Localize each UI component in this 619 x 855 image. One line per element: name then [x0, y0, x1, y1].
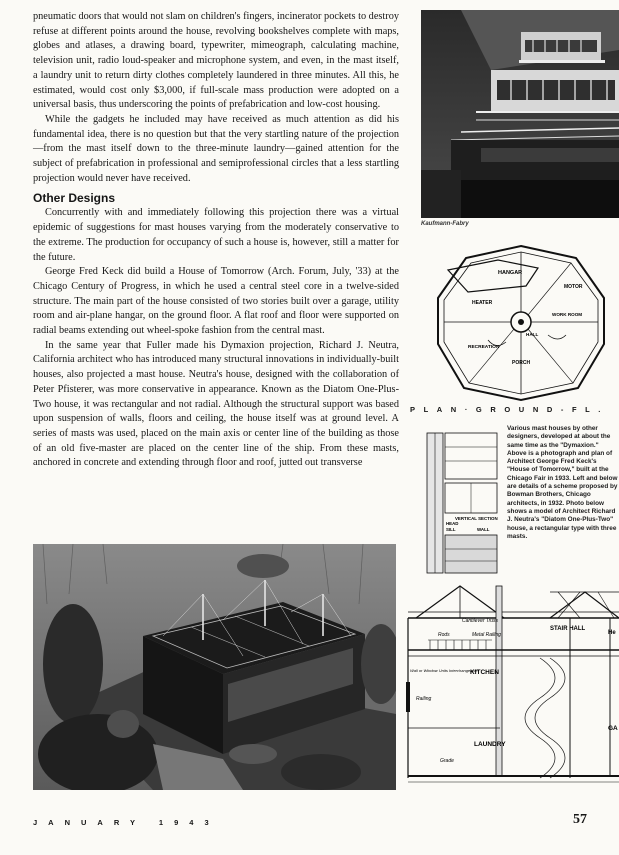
drawing-label-laundry: LAUNDRY: [474, 741, 506, 748]
plan-room-label: WORK ROOM: [552, 312, 583, 317]
plan-room-label: MOTOR: [564, 284, 583, 290]
article-paragraph: Concurrently with and immediately following this projection there was a virtual epidemic of suggestions for mast houses varying from the moderately conservative to the extreme. The production for occupancy of such a house is, however, still a matter for the future.: [33, 207, 399, 263]
caption-text: Various mast houses by other designers, developed at about the same time as the "Dymaxion." Above is a photograph and plan of Architect George Fred Keck's "House of Tomorrow," built at the Chicago Fair in 1933. Left and below are details of a scheme proposed by Bowman Brothers, Chicago architects, in 1932. Photo below shows a model of Architect Richard J. Neutra's "Diatom One-Plus-Two" house, a rectangular type with three masts.: [507, 425, 618, 540]
drawing-label-edge-he: He: [608, 630, 616, 636]
article-paragraph: In the same year that Fuller made his Dymaxion projection, Richard J. Neutra, California architect who has introduced many structural innovations in individually-built houses, also projected a mast house. Neutra's house, designed with the collaboration of Peter Pfisterer, was more conservative in appearance. Known as the Diatom One-Plus-Two house, it was rectangular and not radial. Although the structural support was based upon suspension of walls, floors and ceiling, the house itself was at ground level. A series of masts was used, placed on the main axis or center line of the building as those of an old five-master are placed on the center line of the ship. From these masts, anchored in concrete and extending through floor and roof, jutted out transverse: [33, 339, 399, 469]
drawing-label-wall-window: Wall or Window Units Interchangeable: [410, 668, 478, 673]
article-paragraph: George Fred Keck did build a House of Tomorrow (Arch. Forum, July, '33) at the Chicago Century of Progress, in which he used a central steel core in a twelve-sided structure. The main part of the house consisted of two stories built over a garage, utility room and air-plane hangar, on the ground floor. A flat roof and floor were supported on radial beams extending out wheel-spoke fashion from the central mast.: [33, 266, 399, 337]
article-body: [33, 10, 399, 471]
article-paragraph: While the gadgets he included may have received as much attention as did his fundamental idea, there is no question but that the very startling nature of the projection—from the mast itself down to the three-minute laundry—gained attention for the subject of prefabrication in professional and semiprofessional circles that a less startling projection would never have received.: [33, 113, 399, 184]
vertical-section-detail: [425, 431, 503, 577]
drawing-label-railing: Railing: [416, 696, 432, 702]
figure-caption: [425, 425, 619, 575]
plan-title: PLAN·GROUND-FL.: [410, 405, 609, 414]
photo-credit: Kaufmann-Fabry: [421, 221, 469, 227]
section-label-vertical: VERTICAL SECTION: [455, 516, 498, 521]
section-label-sill: SILL: [446, 527, 456, 532]
section-heading: Other Designs: [33, 191, 116, 206]
plan-room-label: PORCH: [512, 360, 531, 366]
drawing-label-stair-hall: STAIR HALL: [550, 626, 586, 632]
plan-room-label: RECREATION: [468, 345, 500, 350]
drawing-label-kitchen: KITCHEN: [470, 669, 499, 676]
ground-floor-plan: [428, 240, 614, 405]
house-of-tomorrow-photo: [421, 10, 619, 218]
plan-room-label: HALL: [526, 332, 539, 337]
diatom-model-photo: [33, 544, 396, 790]
drawing-label-grade: Grade: [440, 758, 454, 764]
section-label-wall: WALL: [477, 527, 490, 532]
article-paragraph: pneumatic doors that would not slam on children's fingers, incinerator pockets to destroy refuse at different points around the house, revolving bookshelves complete with maps, globes and atlases, a drawing board, typewriter, mimeograph, calculating machine, television unit, radio loud-speaker and microphone system, and even, in the mast itself, a laundry unit to return dirty clothes completely laundered in three minutes. All this, he estimated, would cost only $3,000, if full-scale mass production were adopted on a universal basis, thus underscoring the points of prefabrication and low-cost housing.: [33, 11, 399, 111]
page-number: 57: [573, 812, 587, 827]
plan-room-label: HEATER: [472, 300, 493, 306]
drawing-label-cantilever: Cantilever Truss: [462, 618, 499, 624]
drawing-label-rods: Rods: [438, 632, 450, 638]
section-label-head: HEAD: [446, 521, 459, 526]
section-drawing: [400, 578, 619, 790]
issue-date: JANUARY 1943: [33, 818, 220, 827]
plan-room-label: HANGAR: [498, 270, 523, 276]
drawing-label-edge-ga: GA: [608, 725, 618, 732]
drawing-label-metal-railing: Metal Railing: [472, 632, 501, 638]
